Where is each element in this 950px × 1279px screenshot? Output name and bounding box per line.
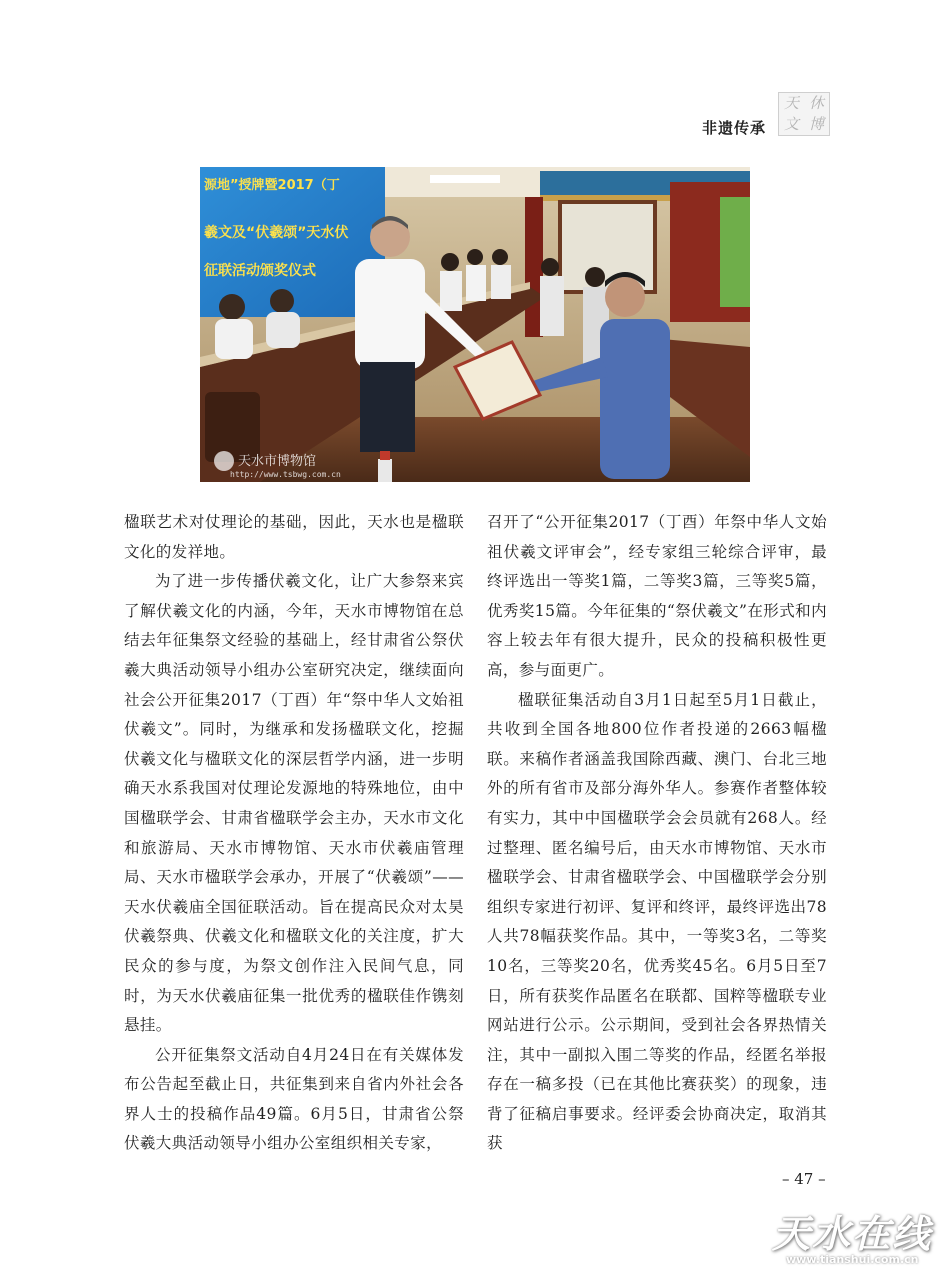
site-watermark xyxy=(772,1203,942,1273)
watermark-logo-text: 天水在线 xyxy=(772,1212,933,1256)
photo-watermark-name: 天水市博物馆 xyxy=(238,454,317,469)
section-label: 非遗传承 xyxy=(702,119,767,137)
paragraph: 为了进一步传播伏羲文化，让广大参祭来宾了解伏羲文化的内涵，今年，天水市博物馆在总结去年征集祭文经验的基础上，经甘肃省公祭伏羲大典活动领导小组办公室研究决定，继续面向社会公开征集2017（丁酉）年“祭中华人文始祖伏羲文”。同时，为继承和发扬楹联文化，挖掘伏羲文化与楹联文化的深层哲学内涵，进一步明确天水系我国对仗理论发源地的特殊地位，由中国楹联学会、甘肃省楹联学会主办，天水市文化和旅游局、天水市博物馆、天水市伏羲庙管理局、天水市楹联学会承办，开展了“伏羲颂”——天水伏羲庙全国征联活动。旨在提高民众对太昊伏羲祭典、伏羲文化和楹联文化的关注度，扩大民众的参与度，为祭文创作注入民间气息，同时，为天水伏羲庙征集一批优秀的楹联佳作镌刻悬挂。 xyxy=(124,572,464,1035)
banner-line: 源地”授牌暨2017（丁 xyxy=(204,178,340,193)
watermark-url: www.tianshui.com.cn xyxy=(786,1253,919,1266)
paragraph: 楹联艺术对仗理论的基础，因此，天水也是楹联文化的发祥地。 xyxy=(124,513,464,561)
left-column xyxy=(124,508,464,1159)
right-column xyxy=(487,508,827,1159)
banner-line: 羲文及“伏羲颂”天水伏 xyxy=(204,225,349,241)
seal-char: 天 xyxy=(783,94,799,112)
logo-seal xyxy=(778,92,830,136)
page-number: – 47 – xyxy=(782,1170,826,1188)
banner-line: 征联活动颁奖仪式 xyxy=(204,263,316,279)
ceremony-photo xyxy=(200,167,750,482)
seal-char: 博 xyxy=(808,115,824,133)
paragraph: 召开了“公开征集2017（丁酉）年祭中华人文始祖伏羲文评审会”，经专家组三轮综合评审，最终评选出一等奖1篇，二等奖3篇，三等奖5篇，优秀奖15篇。今年征集的“祭伏羲文”在形式和内容上较去年有很大提升，民众的投稿积极性更高，参与面更广。 xyxy=(487,513,827,679)
paragraph: 楹联征集活动自3月1日起至5月1日截止，共收到全国各地800位作者投递的2663幅楹联。来稿作者涵盖我国除西藏、澳门、台北三地外的所有省市及部分海外华人。参赛作者整体较有实力，其中中国楹联学会会员就有268人。经过整理、匿名编号后，由天水市博物馆、天水市楹联学会、甘肃省楹联学会、中国楹联学会分别组织专家进行初评、复评和终评，最终评选出78人共78幅获奖作品。其中，一等奖3名，二等奖10名，三等奖20名，优秀奖45名。6月5日至7日，所有获奖作品匿名在联都、国粹等楹联专业网站进行公示。公示期间，受到社会各界热情关注，其中一副拟入围二等奖的作品，经匿名举报存在一稿多投（已在其他比赛获奖）的现象，违背了征稿启事要求。经评委会协商决定，取消其获 xyxy=(487,690,827,1153)
paragraph: 公开征集祭文活动自4月24日在有关媒体发布公告起至截止日，共征集到来自省内外社会各界人士的投稿作品49篇。6月5日，甘肃省公祭伏羲大典活动领导小组办公室组织相关专家， xyxy=(124,1045,464,1153)
photo-watermark-url: http://www.tsbwg.com.cn xyxy=(230,470,341,479)
seal-char: 文 xyxy=(783,115,799,133)
seal-char: 休 xyxy=(808,94,824,112)
